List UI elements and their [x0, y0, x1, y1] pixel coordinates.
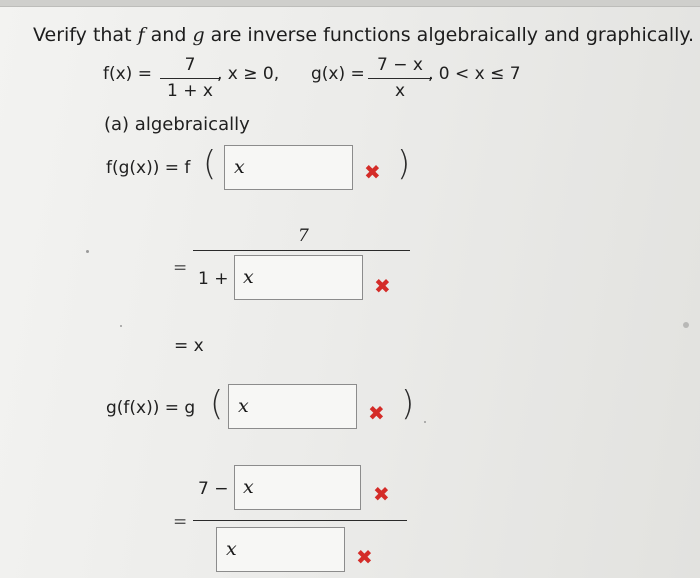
speck: [86, 250, 89, 253]
gf-open-paren: (: [210, 384, 224, 424]
g-definition-label: g(x) =: [311, 64, 365, 84]
fg-denominator-input-value: x: [243, 266, 254, 288]
f-fraction-bar: [160, 78, 220, 79]
g-denominator: x: [394, 81, 406, 101]
g-domain-condition: , 0 < x ≤ 7: [428, 64, 521, 84]
top-border: [0, 0, 700, 7]
f-denominator: 1 + x: [167, 81, 213, 101]
fg-denominator-prefix: 1 +: [198, 269, 229, 289]
fg-fraction-numerator: 7: [298, 226, 309, 246]
speck: [120, 325, 122, 327]
gf-fraction-bar: [193, 520, 407, 521]
fg-denominator-x-mark-icon: ✖: [374, 274, 391, 298]
gf-inner-x-mark-icon: ✖: [368, 401, 385, 425]
fg-fraction-bar: [193, 250, 410, 251]
gf-denominator-input-value: x: [226, 538, 237, 560]
g-symbol: g: [192, 24, 205, 46]
gf-numerator-x-mark-icon: ✖: [373, 482, 390, 506]
gf-denominator-x-mark-icon: ✖: [356, 545, 373, 569]
speck: [683, 322, 689, 328]
gf-numerator-prefix: 7 −: [198, 479, 229, 499]
gf-equals-sign: =: [173, 512, 188, 532]
problem-title: Verify that f and g are inverse functions algebraically and graphically.: [33, 24, 694, 46]
f-symbol: f: [137, 24, 145, 46]
fg-result: = x: [174, 336, 204, 356]
gf-label: g(f(x)) = g: [106, 398, 196, 418]
fg-inner-input-value: x: [234, 156, 245, 178]
f-numerator: 7: [184, 55, 196, 75]
g-numerator: 7 − x: [377, 55, 423, 75]
gf-inner-input-value: x: [238, 395, 249, 417]
speck: [424, 421, 426, 423]
f-definition-label: f(x) =: [103, 64, 152, 84]
f-domain-condition: , x ≥ 0,: [217, 64, 280, 84]
fg-label: f(g(x)) = f: [106, 158, 191, 178]
fg-close-paren: ): [397, 144, 411, 184]
fg-open-paren: (: [203, 144, 217, 184]
g-fraction-bar: [368, 78, 432, 79]
gf-numerator-input-value: x: [243, 476, 254, 498]
fg-equals-sign: =: [173, 258, 188, 278]
gf-close-paren: ): [401, 384, 415, 424]
part-a-heading: (a) algebraically: [104, 114, 250, 135]
fg-inner-x-mark-icon: ✖: [364, 160, 381, 184]
